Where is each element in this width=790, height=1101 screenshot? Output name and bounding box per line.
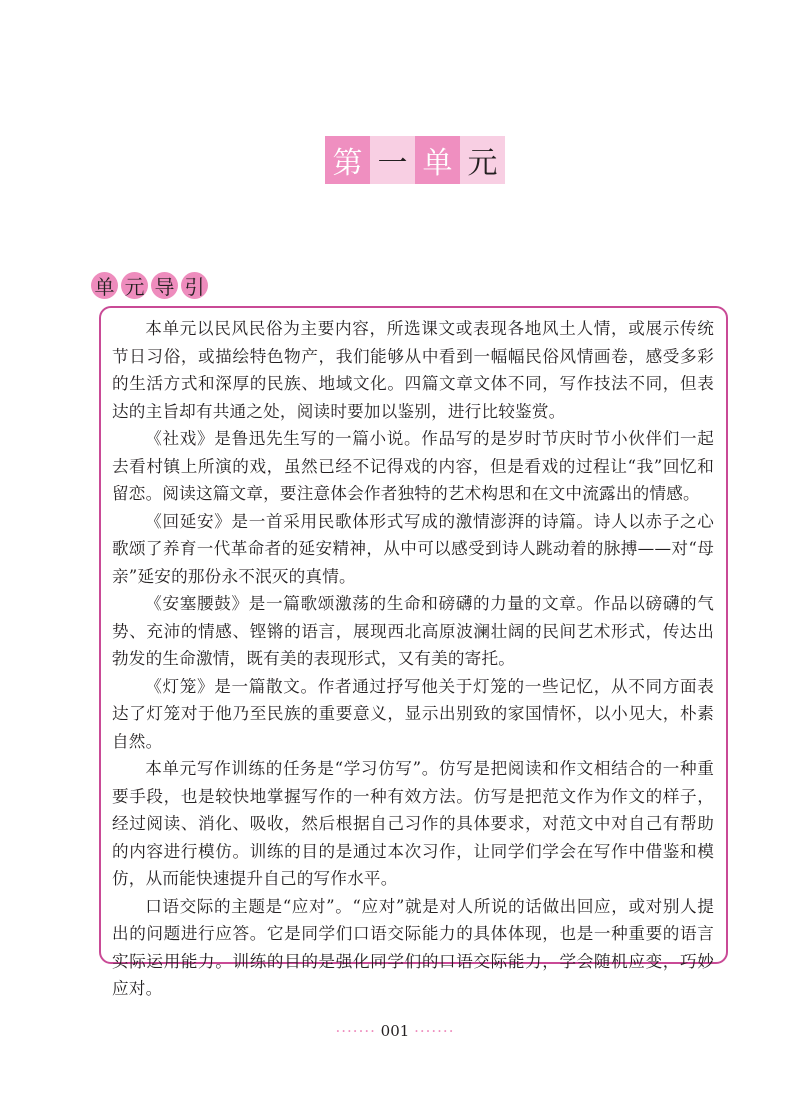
- unit-title: [325, 136, 505, 184]
- intro-paragraph: 《社戏》是鲁迅先生写的一篇小说。作品写的是岁时节庆时节小伙伴们一起去看村镇上所演的戏，虽然已经不记得戏的内容，但是看戏的过程让“我”回忆和留恋。阅读这篇文章，要注意体会作者独特的艺术构思和在文中流露出的情感。: [112, 429, 714, 503]
- intro-paragraph: 《回延安》是一首采用民歌体形式写成的激情澎湃的诗篇。诗人以赤子之心歌颂了养育一代革命者的延安精神，从中可以感受到诗人跳动着的脉搏——对“母亲”延安的那份永不泯灭的真情。: [112, 511, 714, 586]
- section-heading-char: 单: [91, 272, 118, 299]
- page-number: 001: [380, 1022, 410, 1040]
- section-heading-char: 元: [121, 272, 148, 299]
- unit-title-char: 第: [325, 136, 370, 184]
- dots-left: ·······: [335, 1022, 376, 1040]
- unit-title-char: 元: [460, 136, 505, 184]
- unit-title-char: 单: [415, 136, 460, 184]
- dots-right: ·······: [414, 1022, 455, 1040]
- intro-box: [99, 306, 728, 998]
- unit-title-char: 一: [370, 136, 415, 184]
- intro-paragraph: 口语交际的主题是“应对”。“应对”就是对人所说的话做出回应，或对别人提出的问题进行应答。它是同学们口语交际能力的具体体现，也是一种重要的语言实际运用能力。训练的目的是强化同学们的口语交际能力，学会随机应变，巧妙应对。: [112, 896, 714, 998]
- intro-paragraph: 《安塞腰鼓》是一篇歌颂激荡的生命和磅礴的力量的文章。作品以磅礴的气势、充沛的情感、铿锵的语言，展现西北高原波澜壮阔的民间艺术形式，传达出勃发的生命激情，既有美的表现形式，又有美的寄托。: [112, 594, 714, 668]
- page-footer: [0, 1022, 790, 1040]
- intro-paragraph: 本单元写作训练的任务是“学习仿写”。仿写是把阅读和作文相结合的一种重要手段，也是较快地掌握写作的一种有效方法。仿写是把范文作为作文的样子，经过阅读、消化、吸收，然后根据自己习作的具体要求，对范文中对自己有帮助的内容进行模仿。训练的目的是通过本次习作，让同学们学会在写作中借鉴和模仿，从而能快速提升自己的写作水平。: [112, 759, 714, 888]
- section-heading-char: 引: [181, 272, 208, 299]
- intro-paragraph: 本单元以民风民俗为主要内容，所选课文或表现各地风土人情，或展示传统节日习俗，或描绘特色物产，我们能够从中看到一幅幅民俗风情画卷，感受多彩的生活方式和深厚的民族、地域文化。四篇文章文体不同，写作技法不同，但表达的主旨却有共通之处，阅读时要加以鉴别，进行比较鉴赏。: [112, 319, 714, 421]
- section-heading-char: 导: [151, 272, 178, 299]
- intro-paragraph: 《灯笼》是一篇散文。作者通过抒写他关于灯笼的一些记忆，从不同方面表达了灯笼对于他乃至民族的重要意义，显示出别致的家国情怀，以小见大，朴素自然。: [112, 676, 714, 751]
- section-heading: [91, 272, 208, 299]
